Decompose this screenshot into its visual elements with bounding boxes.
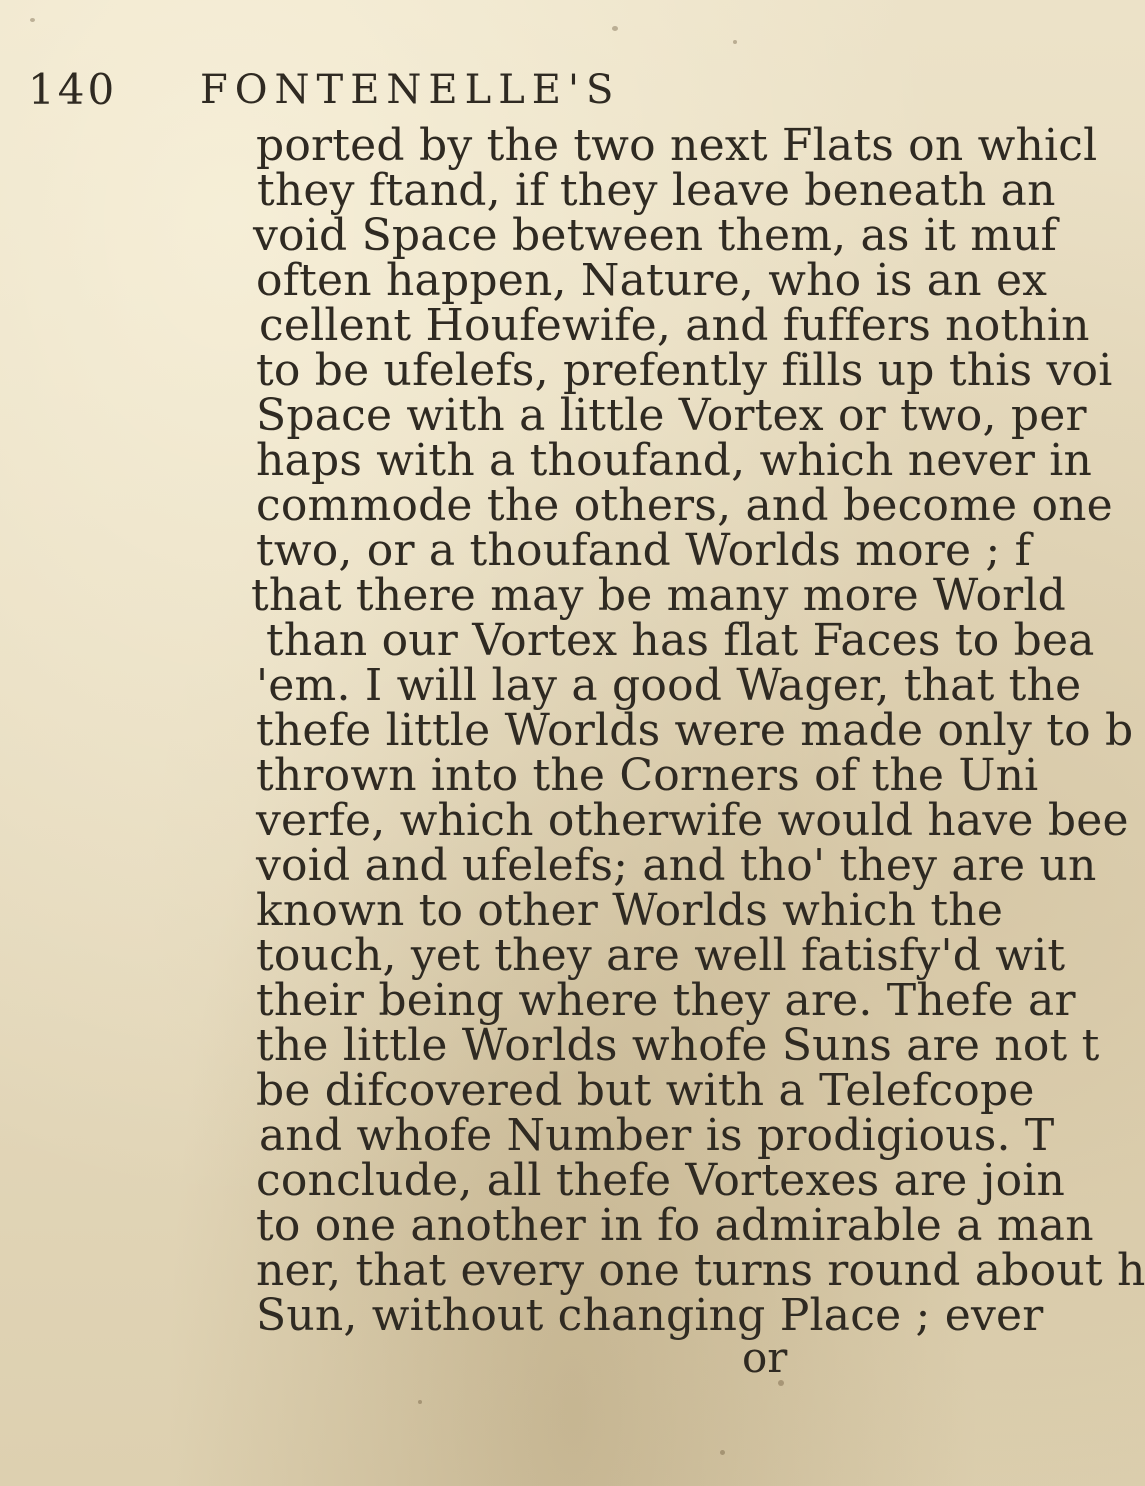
text-line: often happen, Nature, who is an ex <box>256 255 1048 306</box>
text-line: the little Worlds whofe Suns are not t <box>256 1020 1100 1071</box>
text-line: two, or a thoufand Worlds more ; f <box>256 525 1032 576</box>
text-line: and whofe Number is prodigious. T <box>259 1110 1055 1161</box>
text-line: known to other Worlds which the <box>256 885 1004 936</box>
text-line: haps with a thoufand, which never in <box>256 435 1093 486</box>
paper-speck <box>733 40 737 44</box>
text-line: ner, that every one turns round about h <box>256 1245 1145 1296</box>
catchword: or <box>742 1333 788 1382</box>
text-line: Sun, without changing Place ; ever <box>256 1290 1044 1341</box>
text-line: Space with a little Vortex or two, per <box>256 390 1087 441</box>
text-line: than our Vortex has flat Faces to bea <box>266 615 1095 666</box>
paper-speck <box>720 1450 725 1455</box>
paper-speck <box>30 18 35 22</box>
page-header <box>28 60 800 120</box>
running-head: FONTENELLE'S <box>200 67 621 113</box>
text-line: to be ufelefs, prefently fills up this voi <box>256 345 1113 396</box>
text-line: verfe, which otherwife would have bee <box>256 795 1129 846</box>
text-line: void and ufelefs; and tho' they are un <box>256 840 1097 891</box>
paper-speck <box>612 26 618 31</box>
paper-speck <box>418 1400 422 1404</box>
text-line: thefe little Worlds were made only to b <box>256 705 1134 756</box>
text-line: touch, yet they are well fatisfy'd wit <box>256 930 1066 981</box>
page-number: 140 <box>28 65 118 114</box>
text-line: be difcovered but with a Telefcope <box>256 1065 1035 1116</box>
text-line: conclude, all thefe Vortexes are join <box>256 1155 1066 1206</box>
text-line: commode the others, and become one <box>256 480 1113 531</box>
text-line: ported by the two next Flats on whicl <box>256 120 1098 171</box>
text-line: 'em. I will lay a good Wager, that the <box>256 660 1082 711</box>
text-line: that there may be many more World <box>251 570 1067 621</box>
text-line: thrown into the Corners of the Uni <box>256 750 1039 801</box>
text-line: to one another in fo admirable a man <box>256 1200 1094 1251</box>
text-line: void Space between them, as it muf <box>253 210 1058 261</box>
text-line: they ftand, if they leave beneath an <box>257 165 1056 216</box>
text-line: their being where they are. Thefe ar <box>256 975 1076 1026</box>
text-line: cellent Houfewife, and fuffers nothin <box>259 300 1090 351</box>
